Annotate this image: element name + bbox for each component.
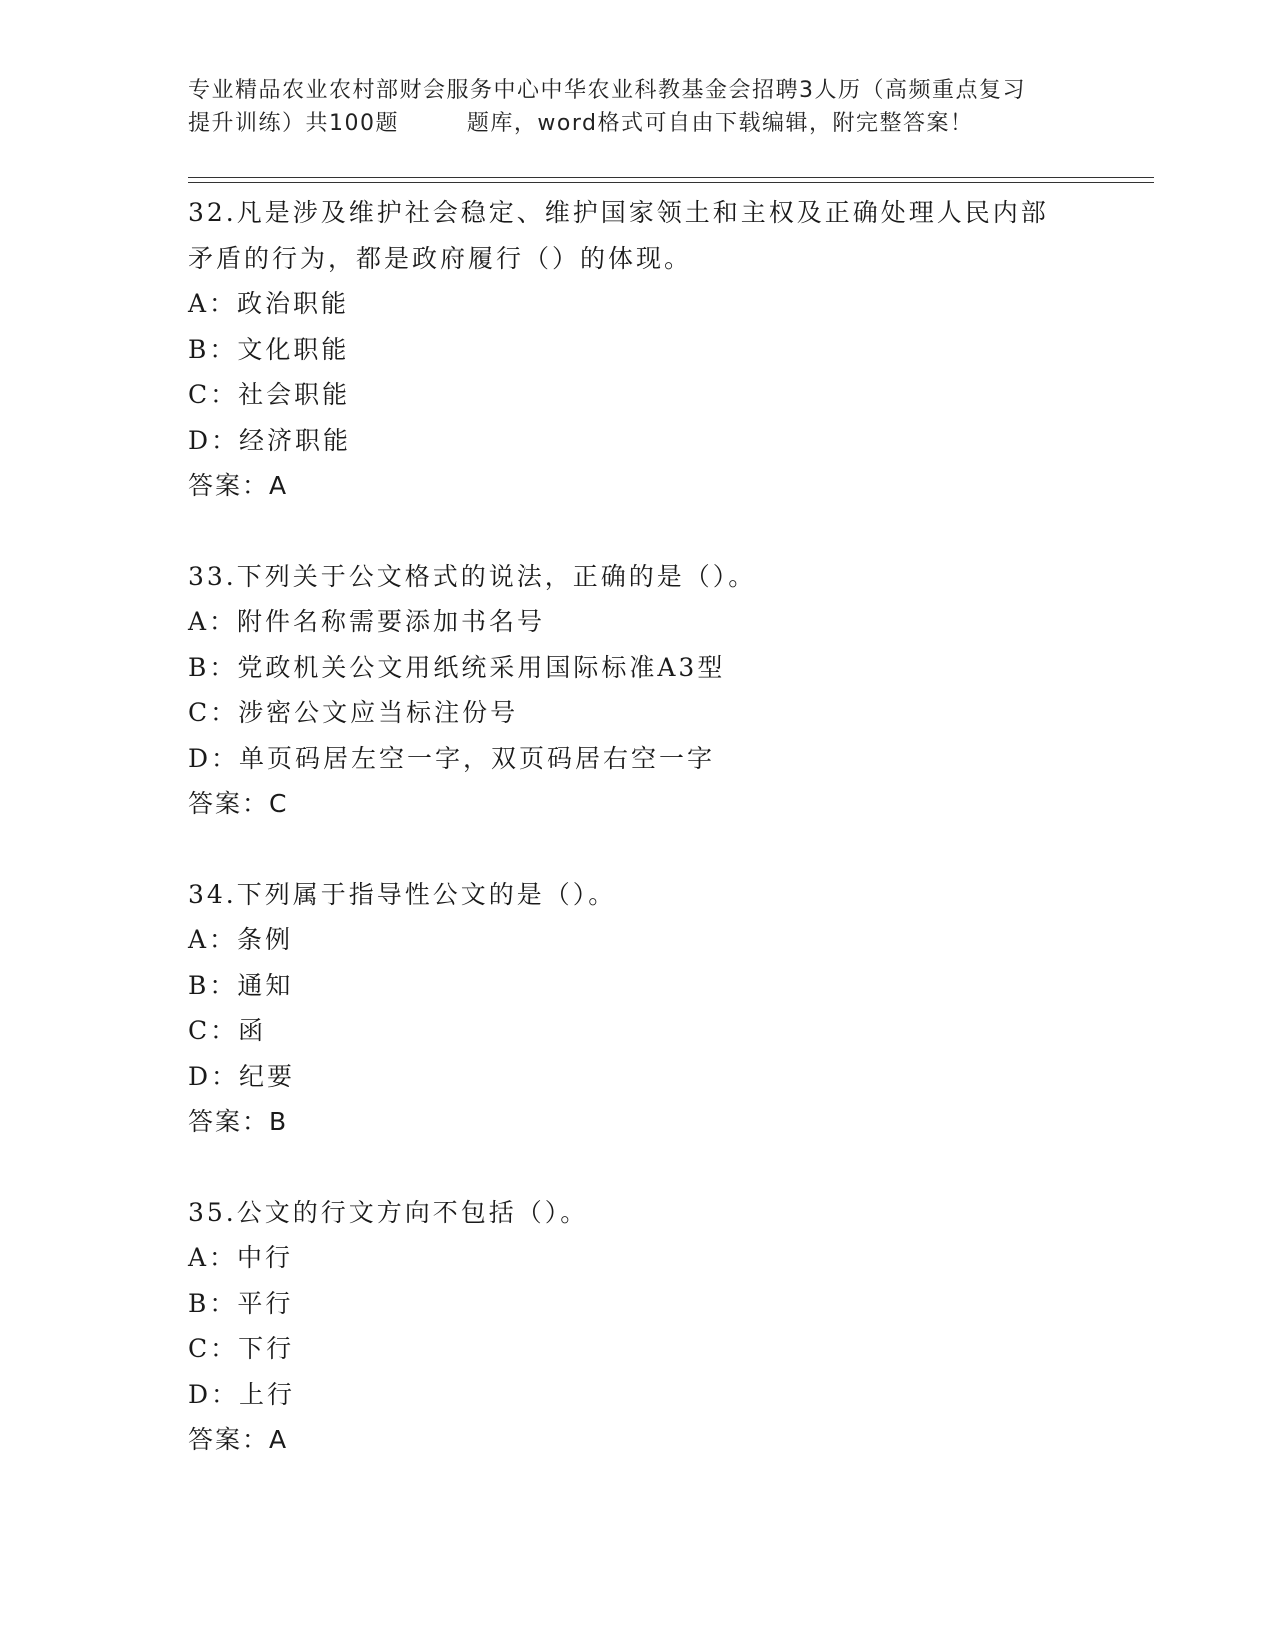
option-b: B：党政机关公文用纸统采用国际标准A3型 — [188, 652, 726, 682]
answer-label: 答案：B — [188, 1107, 289, 1136]
option-a: A：条例 — [188, 925, 294, 954]
question-text: 34.下列属于指导性公文的是（）。 — [188, 879, 617, 909]
question-text: 33.下列关于公文格式的说法，正确的是（）。 — [188, 561, 757, 591]
header-divider-bottom — [188, 182, 1154, 183]
question-text: 32.凡是涉及维护社会稳定、维护国家领土和主权及正确处理人民内部 — [188, 198, 1049, 227]
option-d: D：上行 — [188, 1379, 296, 1409]
option-a: A：政治职能 — [188, 289, 350, 318]
question-item — [188, 554, 1088, 827]
option-a: A：中行 — [188, 1243, 294, 1272]
question-text: 矛盾的行为，都是政府履行（）的体现。 — [188, 243, 693, 273]
option-c: C：下行 — [188, 1334, 295, 1363]
option-c: C：社会职能 — [188, 380, 351, 409]
option-d: D：经济职能 — [188, 425, 352, 455]
option-b: B：通知 — [188, 970, 294, 1000]
document-header — [188, 74, 1088, 140]
answer-label: 答案：C — [188, 789, 289, 818]
question-item — [188, 190, 1088, 509]
option-c: C：涉密公文应当标注份号 — [188, 698, 519, 727]
header-line-2: 提升训练）共100题 题库，word格式可自由下载编辑，附完整答案！ — [188, 111, 974, 136]
answer-label: 答案：A — [188, 471, 289, 500]
option-c: C：函 — [188, 1016, 267, 1045]
option-a: A：附件名称需要添加书名号 — [188, 607, 546, 636]
question-item — [188, 872, 1088, 1145]
option-d: D：单页码居左空一字，双页码居右空一字 — [188, 743, 716, 773]
option-b: B：平行 — [188, 1288, 294, 1318]
question-text: 35.公文的行文方向不包括（）。 — [188, 1197, 589, 1227]
question-list — [188, 190, 1088, 1508]
header-line-1: 专业精品农业农村部财会服务中心中华农业科教基金会招聘3人历（高频重点复习 — [188, 78, 1026, 103]
answer-label: 答案：A — [188, 1425, 289, 1454]
header-divider-top — [188, 177, 1154, 178]
option-d: D：纪要 — [188, 1061, 296, 1091]
question-item — [188, 1190, 1088, 1463]
option-b: B：文化职能 — [188, 334, 350, 364]
